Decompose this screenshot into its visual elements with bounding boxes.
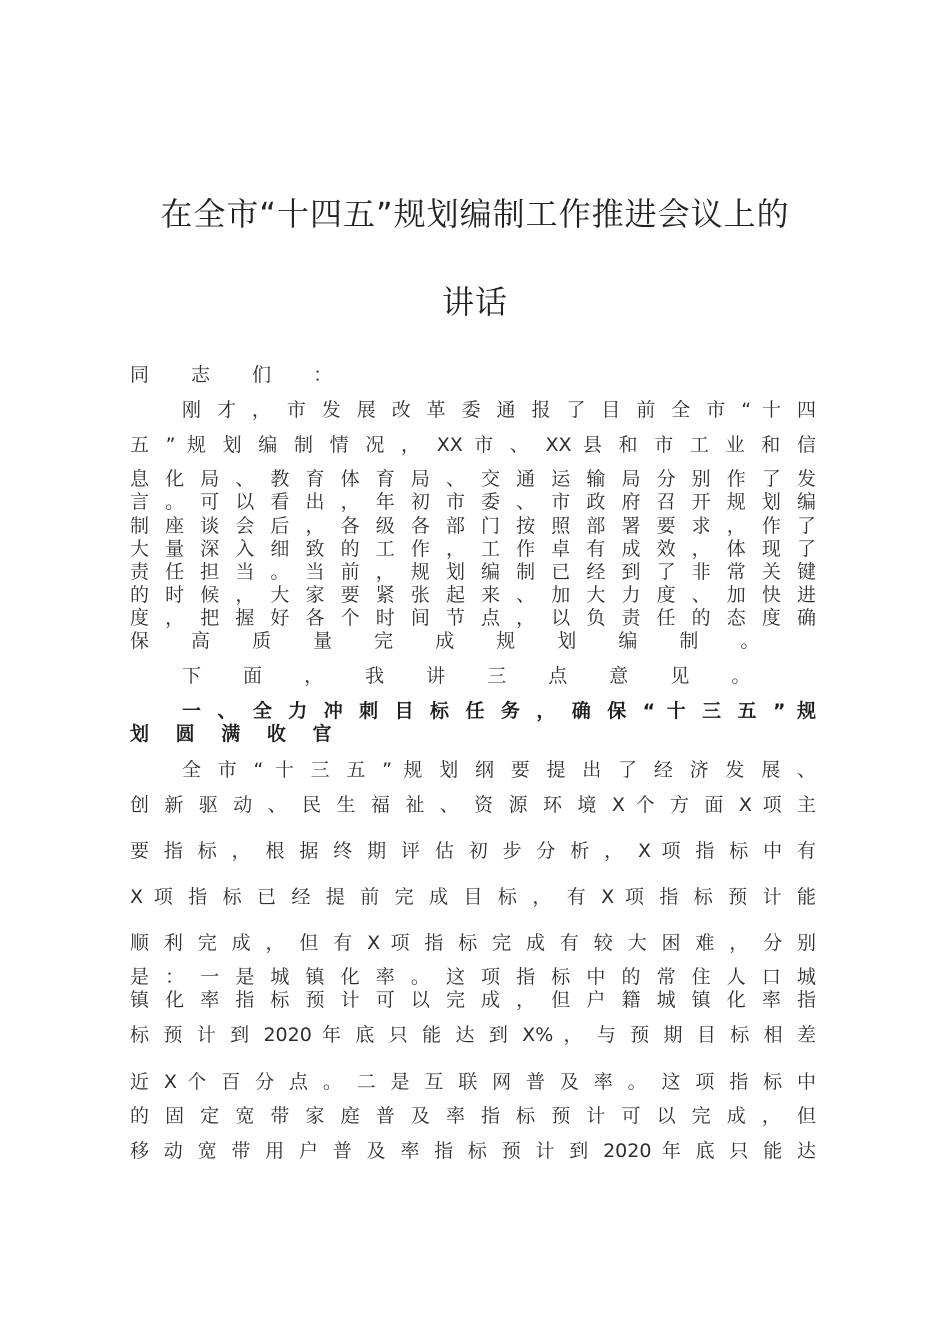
paragraph-line: 言 。 可 以 看 出 ， 年 初 市 委 、 市 政 府 召 开 规 划 编 [130, 491, 816, 513]
paragraph-line-text: 下 面 ， 我 讲 三 点 意 见 。 [182, 665, 769, 687]
paragraph-line: 五 ” 规 划 编 制 情 况 ， XX 市 、 XX 县 和 市 工 业 和 信 [130, 434, 816, 456]
paragraph-line: 移 动 宽 带 用 户 普 及 率 指 标 预 计 到 2020 年 底 只 能 达 [130, 1140, 816, 1162]
salutation-text: 同 志 们 ： [130, 364, 351, 386]
paragraph-line: 息 化 局 、 教 育 体 育 局 、 交 通 运 输 局 分 别 作 了 发 [130, 468, 816, 490]
paragraph-line: 顺 利 完 成 ， 但 有 X 项 指 标 完 成 有 较 大 困 难 ， 分 别 [130, 932, 816, 954]
paragraph-line: 要 指 标 ， 根 据 终 期 评 估 初 步 分 析 ， X 项 指 标 中 有 [130, 840, 816, 862]
paragraph-line-text: 保 高 质 量 完 成 规 划 编 制 。 [130, 630, 778, 652]
paragraph-line: 度 ， 把 握 好 各 个 时 间 节 点 ， 以 负 责 任 的 态 度 确 [130, 607, 816, 629]
section-heading-line-2 [130, 722, 816, 746]
paragraph-line: 大 量 深 入 细 致 的 工 作 ， 工 作 卓 有 成 效 ， 体 现 了 [130, 538, 816, 560]
document-title-line-1: 在全市“十四五”规划编制工作推进会议上的 [160, 195, 790, 233]
paragraph-line: 标 预 计 到 2020 年 底 只 能 达 到 X% ， 与 预 期 目 标 相 差 [130, 1024, 816, 1046]
paragraph-line: 制 座 谈 会 后 ， 各 级 各 部 门 按 照 部 署 要 求 ， 作 了 [130, 515, 816, 537]
paragraph-line: 近 X 个 百 分 点 。 二 是 互 联 网 普 及 率 。 这 项 指 标 中 [130, 1071, 816, 1093]
paragraph-line: 是 ： 一 是 城 镇 化 率 。 这 项 指 标 中 的 常 住 人 口 城 [130, 966, 816, 988]
paragraph-line: 全 市 “ 十 三 五 ” 规 划 纲 要 提 出 了 经 济 发 展 、 [182, 759, 816, 781]
paragraph-line: 创 新 驱 动 、 民 生 福 祉 、 资 源 环 境 X 个 方 面 X 项 主 [130, 794, 816, 816]
salutation [130, 363, 816, 387]
paragraph-line: 镇 化 率 指 标 预 计 可 以 完 成 ， 但 户 籍 城 镇 化 率 指 [130, 989, 816, 1011]
section-heading-line-1: 一 、 全 力 冲 刺 目 标 任 务 ， 确 保 “ 十 三 五 ” 规 [182, 700, 816, 722]
paragraph-line [182, 664, 816, 688]
document-title-line-2: 讲话 [441, 283, 508, 321]
paragraph-line: 的 时 候 ， 大 家 要 紧 张 起 来 、 加 大 力 度 、 加 快 进 [130, 584, 816, 606]
paragraph-line: X 项 指 标 已 经 提 前 完 成 目 标 ， 有 X 项 指 标 预 计 能 [130, 886, 816, 908]
paragraph-line: 责 任 担 当 。 当 前 ， 规 划 编 制 已 经 到 了 非 常 关 键 [130, 561, 816, 583]
paragraph-line: 的 固 定 宽 带 家 庭 普 及 率 指 标 预 计 可 以 完 成 ， 但 [130, 1105, 816, 1127]
paragraph-line [130, 629, 816, 653]
section-heading-text: 划 圆 满 收 官 [130, 723, 342, 745]
paragraph-line: 刚 才 ， 市 发 展 改 革 委 通 报 了 目 前 全 市 “ 十 四 [182, 399, 816, 421]
